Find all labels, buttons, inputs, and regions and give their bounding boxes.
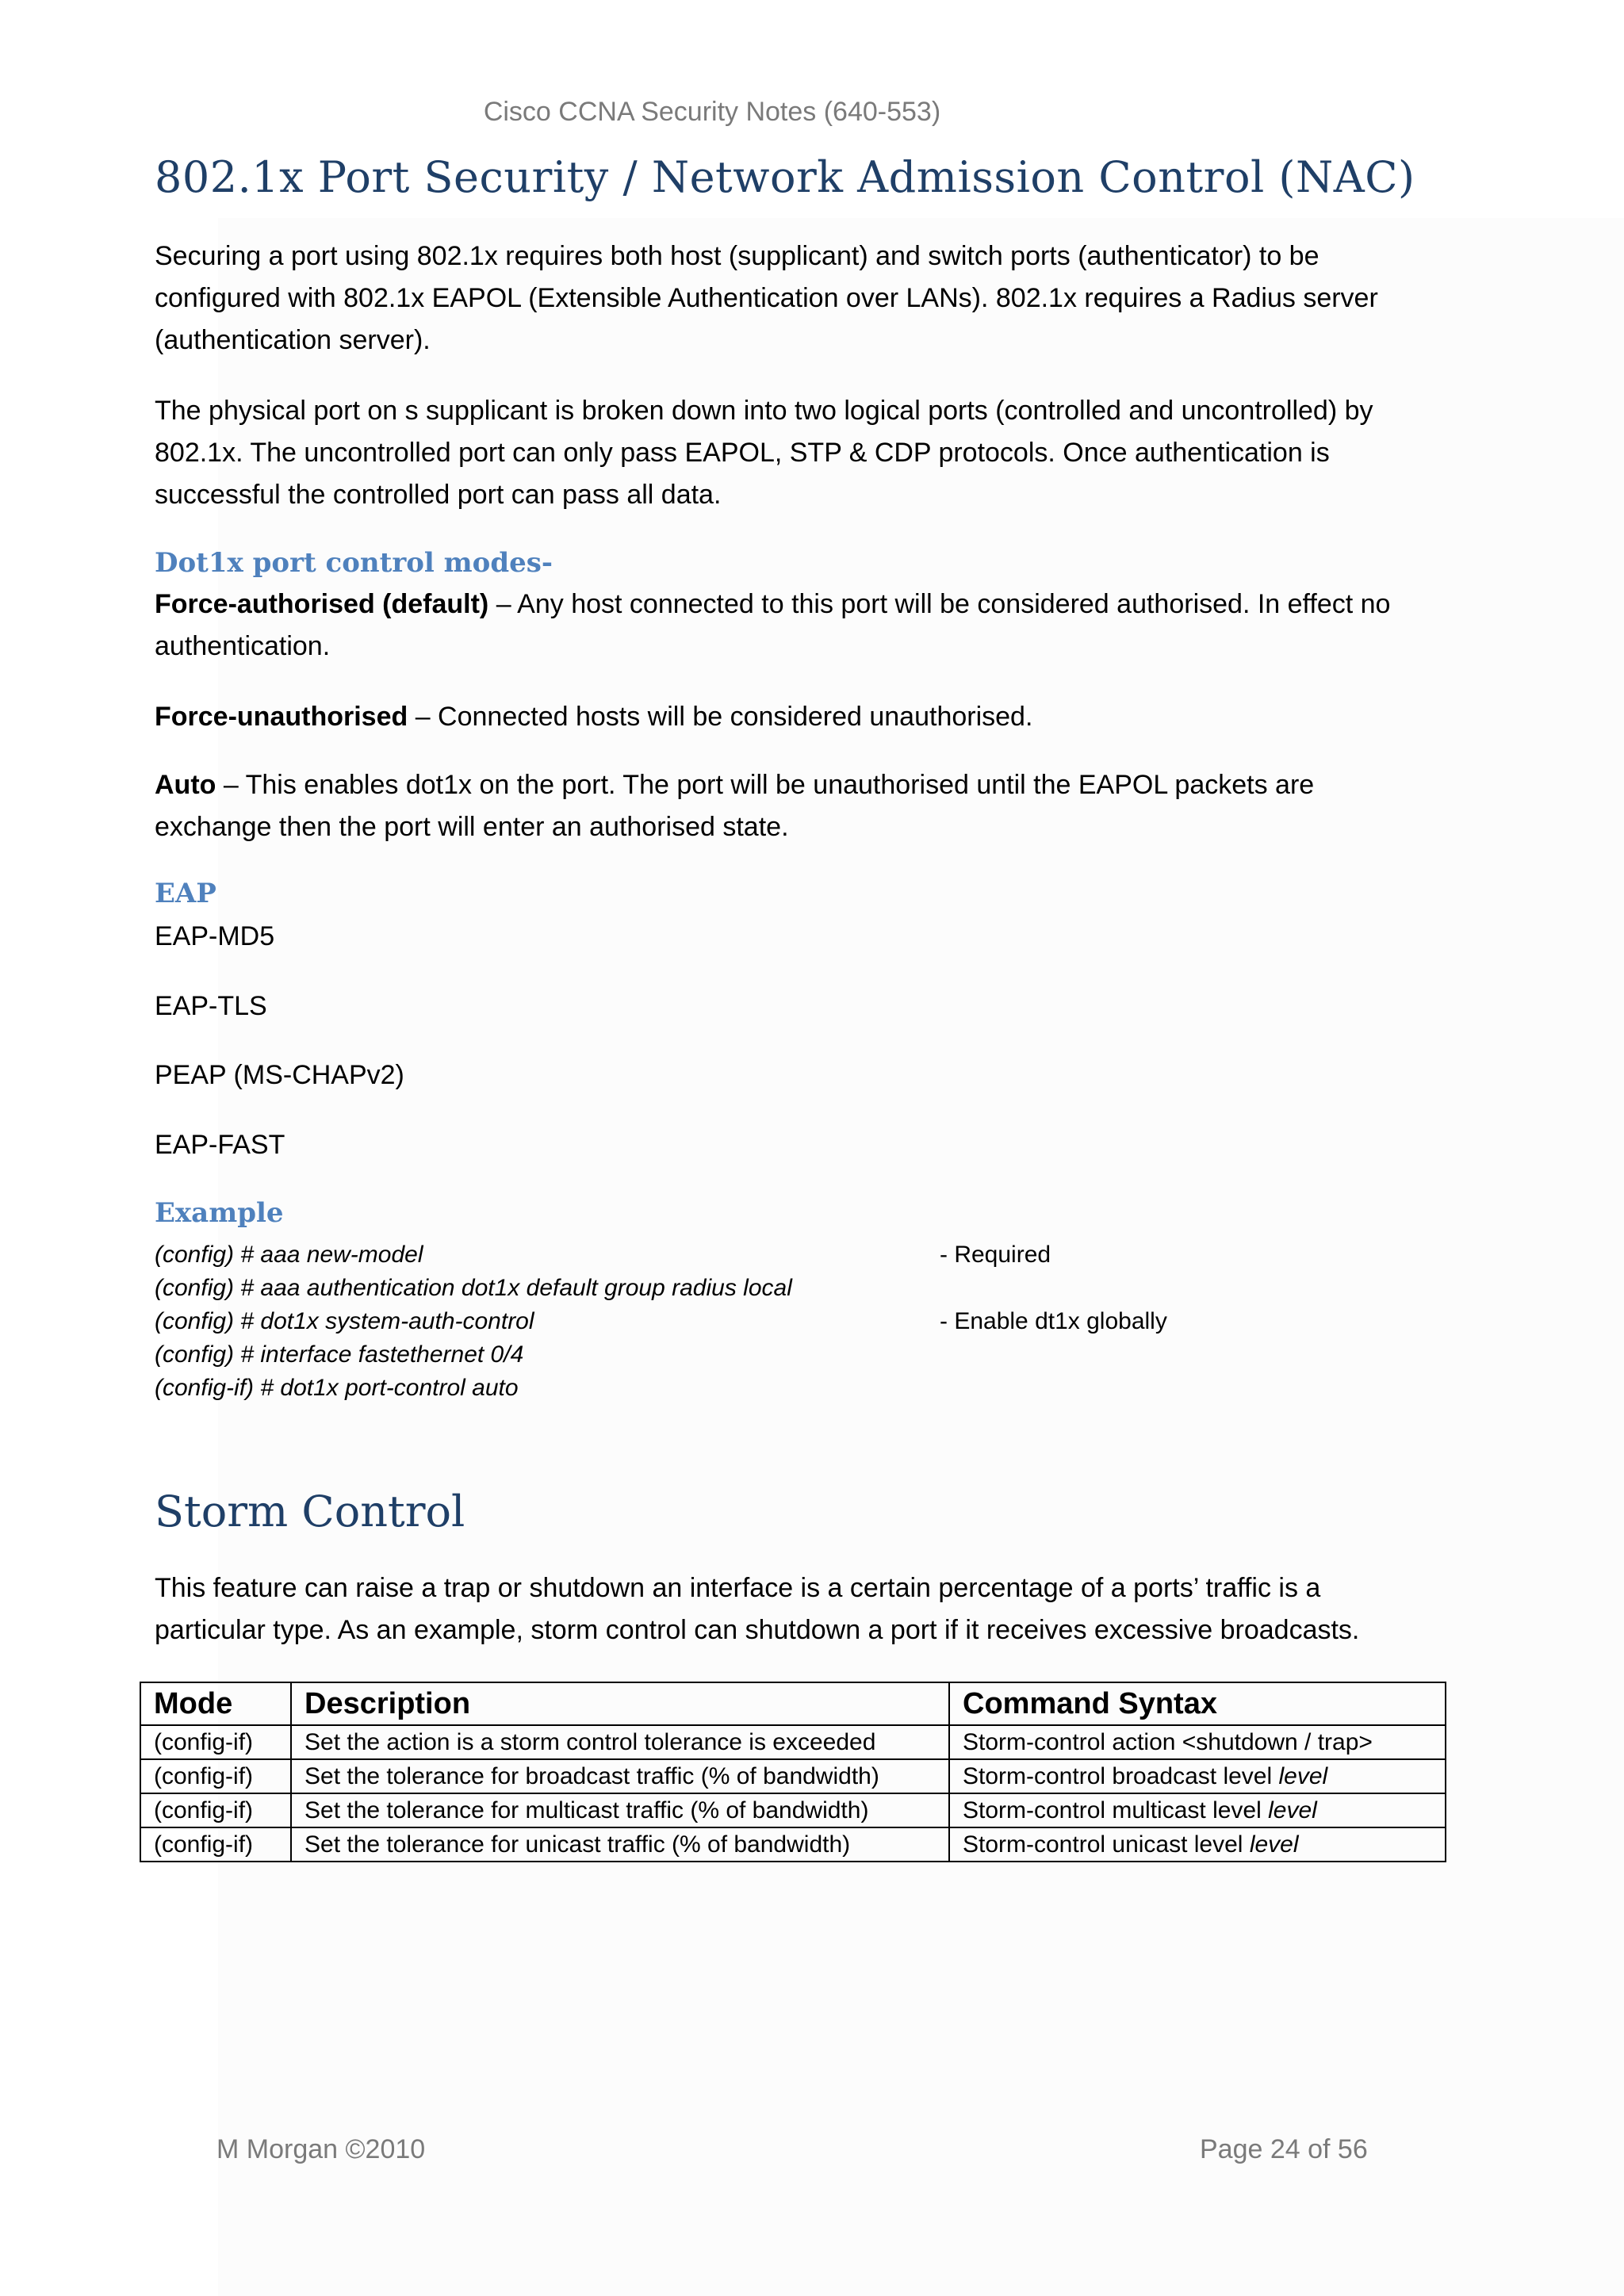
mode-force-unauthorised <box>155 696 1032 738</box>
syntax-argument: level <box>1268 1797 1317 1823</box>
cell-syntax <box>949 1725 1446 1759</box>
cell-mode: (config-if) <box>140 1725 291 1759</box>
mode-description: authentication. <box>155 631 331 661</box>
paragraph-line: configured with 802.1x EAPOL (Extensible Authentication over LANs). 802.1x requires a Radius server <box>155 283 1378 313</box>
table-row <box>140 1827 1446 1862</box>
command-line <box>155 1272 1265 1305</box>
section-title-nac: 802.1x Port Security / Network Admission Control (NAC) <box>155 152 1415 202</box>
mode-description: – Connected hosts will be considered unauthorised. <box>408 702 1033 732</box>
mode-term: Auto <box>155 770 216 800</box>
cell-description: Set the tolerance for unicast traffic (% of bandwidth) <box>291 1827 949 1862</box>
command-text: (config) # aaa new-model <box>155 1242 423 1268</box>
command-note: - Enable dt1x globally <box>940 1308 1167 1334</box>
syntax-text: Storm-control multicast level <box>963 1797 1269 1823</box>
cell-mode: (config-if) <box>140 1793 291 1827</box>
storm-paragraph <box>155 1567 1359 1651</box>
eap-item: PEAP (MS-CHAPv2) <box>155 1060 404 1090</box>
storm-control-table <box>140 1682 1446 1862</box>
paragraph-line: particular type. As an example, storm control can shutdown a port if it receives excessive broadcasts. <box>155 1615 1360 1645</box>
command-text: (config) # aaa authentication dot1x default group radius local <box>155 1275 792 1301</box>
table-header-row <box>140 1682 1446 1725</box>
eap-item: EAP-MD5 <box>155 921 275 951</box>
section-title-storm-control: Storm Control <box>155 1487 465 1536</box>
paragraph-line: (authentication server). <box>155 325 431 355</box>
command-line <box>155 1305 1265 1338</box>
cell-syntax <box>949 1827 1446 1862</box>
cell-description: Set the action is a storm control tolerance is exceeded <box>291 1725 949 1759</box>
mode-term: Force-authorised (default) <box>155 589 489 619</box>
command-line <box>155 1238 1265 1272</box>
mode-auto <box>155 764 1314 848</box>
example-heading: Example <box>155 1197 284 1229</box>
mode-term: Force-unauthorised <box>155 702 408 732</box>
cell-syntax <box>949 1793 1446 1827</box>
cell-description: Set the tolerance for multicast traffic (% of bandwidth) <box>291 1793 949 1827</box>
footer-author: M Morgan ©2010 <box>216 2134 426 2164</box>
paragraph-line: The physical port on s supplicant is broken down into two logical ports (controlled and uncontrolled) by <box>155 396 1373 426</box>
modes-heading: Dot1x port control modes- <box>155 547 553 579</box>
mode-description: exchange then the port will enter an authorised state. <box>155 812 789 842</box>
intro-paragraph <box>155 235 1378 362</box>
command-line <box>155 1338 1265 1372</box>
command-note: - Required <box>940 1242 1051 1268</box>
syntax-text: Storm-control broadcast level <box>963 1762 1279 1789</box>
paragraph-line: Securing a port using 802.1x requires both host (supplicant) and switch ports (authenticator) to be <box>155 241 1320 271</box>
column-header-command-syntax: Command Syntax <box>949 1682 1446 1725</box>
column-header-description: Description <box>291 1682 949 1725</box>
eap-heading: EAP <box>155 878 216 909</box>
paragraph-line: successful the controlled port can pass all data. <box>155 480 722 510</box>
table-row <box>140 1759 1446 1793</box>
cell-mode: (config-if) <box>140 1827 291 1862</box>
cell-syntax <box>949 1759 1446 1793</box>
syntax-text: Storm-control action <shutdown / trap> <box>963 1728 1373 1755</box>
example-commands <box>155 1238 1265 1405</box>
mode-description: – This enables dot1x on the port. The port will be unauthorised until the EAPOL packets are <box>216 770 1315 800</box>
footer-page-number: Page 24 of 56 <box>1200 2134 1368 2164</box>
paragraph-line: 802.1x. The uncontrolled port can only pass EAPOL, STP & CDP protocols. Once authentication is <box>155 438 1330 468</box>
table-row <box>140 1725 1446 1759</box>
paragraph-line: This feature can raise a trap or shutdown an interface is a certain percentage of a ports’ traffic is a <box>155 1573 1321 1603</box>
ports-paragraph <box>155 390 1373 516</box>
eap-item: EAP-FAST <box>155 1130 285 1160</box>
syntax-argument: level <box>1249 1831 1299 1858</box>
cell-mode: (config-if) <box>140 1759 291 1793</box>
table-row <box>140 1793 1446 1827</box>
command-line <box>155 1372 1265 1405</box>
syntax-argument: level <box>1278 1762 1328 1789</box>
syntax-text: Storm-control unicast level <box>963 1831 1250 1858</box>
column-header-mode: Mode <box>140 1682 291 1725</box>
mode-description: – Any host connected to this port will be considered authorised. In effect no <box>488 589 1391 619</box>
mode-force-authorised <box>155 584 1390 668</box>
eap-item: EAP-TLS <box>155 991 267 1021</box>
command-text: (config) # dot1x system-auth-control <box>155 1308 534 1334</box>
running-header: Cisco CCNA Security Notes (640-553) <box>483 97 941 127</box>
command-text: (config-if) # dot1x port-control auto <box>155 1375 519 1401</box>
command-text: (config) # interface fastethernet 0/4 <box>155 1341 524 1368</box>
cell-description: Set the tolerance for broadcast traffic (% of bandwidth) <box>291 1759 949 1793</box>
